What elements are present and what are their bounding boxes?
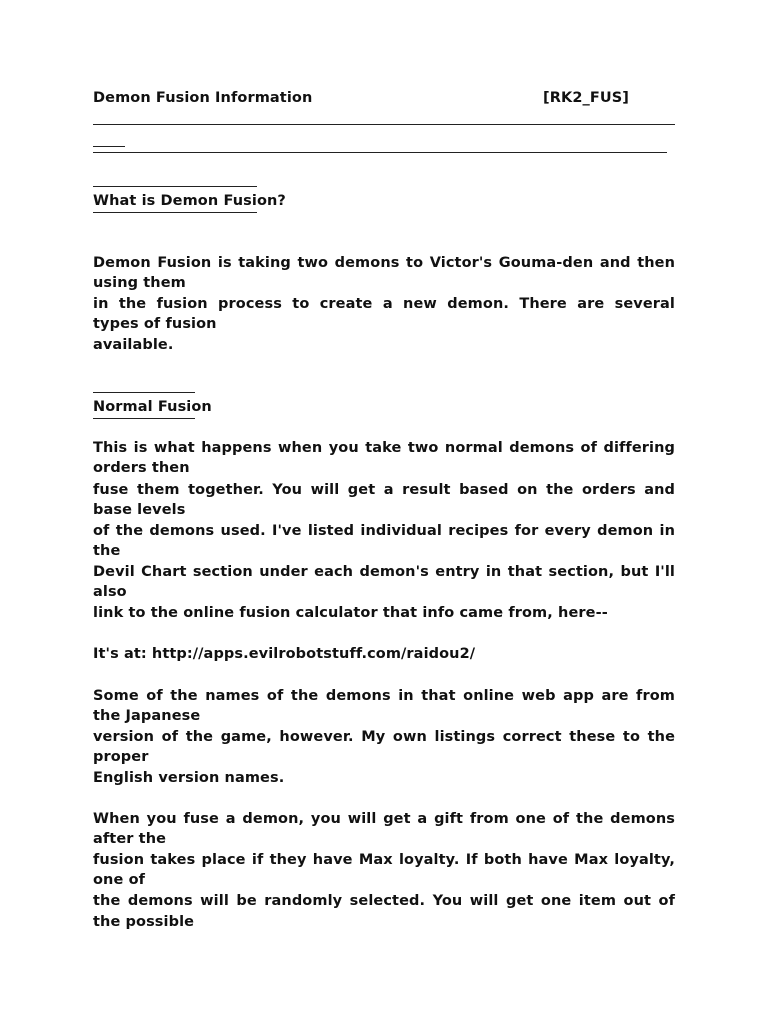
document-title-row (93, 88, 675, 108)
section-heading-rule-top (93, 392, 195, 393)
paragraph-line: proper (93, 749, 149, 765)
paragraph-line: Devil Chart section under each demon's entry in that section, but I'll (93, 564, 675, 580)
paragraph-line: base levels (93, 502, 186, 518)
section-heading-rule-top (93, 186, 257, 187)
paragraph-line: When you fuse a demon, you will get a gift from one of the demons (93, 811, 675, 827)
header-rule (93, 124, 675, 125)
section-heading-rule-bottom (93, 212, 257, 213)
paragraph-line: the demons will be randomly selected. You will get one item out of (93, 893, 675, 909)
paragraph-line: version of the game, however. My own listings correct these to the (93, 729, 675, 745)
paragraph-line: English version names. (93, 770, 285, 786)
document-id-tag: [RK2_FUS] (543, 90, 630, 106)
paragraph-line: one of (93, 872, 146, 888)
section-heading: Normal Fusion (93, 399, 212, 415)
paragraph-line: after the (93, 831, 167, 847)
paragraph-line: This is what happens when you take two normal demons of differing (93, 440, 675, 456)
url-line: It's at: http://apps.evilrobotstuff.com/raidou2/ (93, 646, 476, 662)
paragraph-line: fuse them together. You will get a result based on the orders and (93, 482, 675, 498)
section-heading: What is Demon Fusion? (93, 193, 286, 209)
paragraph-line: using them (93, 275, 186, 291)
paragraph-line: link to the online fusion calculator that info came from, here-- (93, 605, 608, 621)
paragraph-line: the possible (93, 914, 195, 930)
paragraph-line: types of fusion (93, 316, 217, 332)
section-heading-rule-bottom (93, 418, 195, 419)
paragraph-line: also (93, 584, 127, 600)
paragraph-line: Some of the names of the demons in that online web app are from (93, 688, 675, 704)
header-rule-tail (93, 146, 125, 147)
paragraph-line: in the fusion process to create a new demon. There are several (93, 296, 675, 312)
document-title: Demon Fusion Information (93, 90, 313, 106)
paragraph-line: orders then (93, 460, 190, 476)
header-rule-second (93, 152, 667, 153)
paragraph-line: the Japanese (93, 708, 201, 724)
paragraph-line: Demon Fusion is taking two demons to Victor's Gouma-den and then (93, 255, 675, 271)
paragraph-line: of the demons used. I've listed individual recipes for every demon in (93, 523, 675, 539)
paragraph-line: available. (93, 337, 174, 353)
paragraph-line: fusion takes place if they have Max loyalty. If both have Max loyalty, (93, 852, 675, 868)
paragraph-line: the (93, 543, 121, 559)
